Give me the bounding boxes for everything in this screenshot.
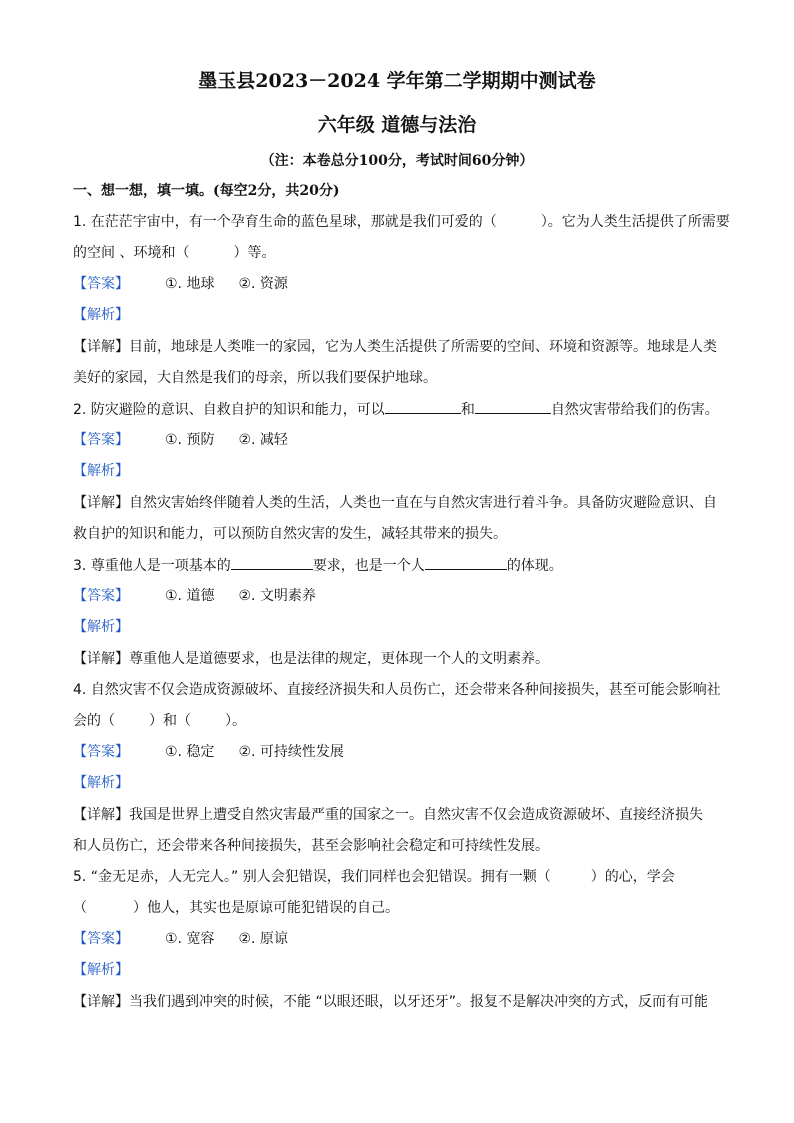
detail-1-line-1: 【详解】目前，地球是人类唯一的家园，它为人类生活提供了所需要的空间、环境和资源等。地球是人类	[73, 339, 717, 355]
question-2: 2. 防灾避险的意识、自救自护的知识和能力，可以 和 自然灾害带给我们的伤害。	[73, 399, 733, 420]
detail-label: 【详解】	[73, 994, 129, 1010]
answer-item: ②. 文明素养	[238, 588, 316, 604]
answer-blank	[385, 399, 461, 414]
detail-2-line-2: 救自护的知识和能力，可以预防自然灾害的发生，减轻其带来的损失。	[73, 526, 507, 542]
detail-5-line-1: 【详解】当我们遇到冲突的时候，不能 “以眼还眼，以牙还牙”。报复不是解决冲突的方式，反而有可能	[73, 994, 708, 1010]
question-1-line-2: 的空间 、环境和（ ）等。	[73, 245, 276, 261]
detail-3-line-1: 【详解】尊重他人是道德要求，也是法律的规定，更体现一个人的文明素养。	[73, 651, 549, 667]
answer-row-1	[73, 274, 733, 294]
answer-item: ②. 资源	[238, 276, 288, 292]
detail-1-line-2: 美好的家园，大自然是我们的母亲，所以我们要保护地球。	[73, 370, 437, 386]
answer-item: ①. 地球	[165, 276, 215, 292]
detail-4-line-2: 和人员伤亡，还会带来各种间接损失，甚至会影响社会稳定和可持续性发展。	[73, 838, 549, 854]
answer-blank	[475, 399, 551, 414]
analysis-label-4: 【解析】	[73, 775, 129, 791]
detail-label: 【详解】	[73, 651, 129, 667]
answer-item: ①. 宽容	[165, 931, 215, 947]
answer-label: 【答案】	[73, 276, 129, 292]
detail-2-line-1: 【详解】自然灾害始终伴随着人类的生活，人类也一直在与自然灾害进行着斗争。具备防灾避险意识、自	[73, 495, 717, 511]
answer-item: ①. 道德	[165, 588, 215, 604]
answer-label: 【答案】	[73, 588, 129, 604]
answer-label: 【答案】	[73, 744, 129, 760]
exam-subtitle: 六年级 道德与法治	[317, 114, 477, 136]
question-4-line-2: 会的（ ）和（ ）。	[73, 713, 246, 729]
answer-item: ②. 原谅	[238, 931, 288, 947]
question-1-line-1: 1. 在茫茫宇宙中，有一个孕育生命的蓝色星球，那就是我们可爱的（ ）。它为人类生活提供了所需要	[73, 214, 730, 230]
analysis-label-2: 【解析】	[73, 463, 129, 479]
detail-4-line-1: 【详解】我国是世界上遭受自然灾害最严重的国家之一。自然灾害不仅会造成资源破坏、直接经济损失	[73, 807, 703, 823]
question-3: 3. 尊重他人是一项基本的 要求，也是一个人 的体现。	[73, 555, 733, 576]
analysis-label-3: 【解析】	[73, 619, 129, 635]
exam-title: 墨玉县2023－2024 学年第二学期期中测试卷	[198, 70, 596, 92]
answer-label: 【答案】	[73, 931, 129, 947]
question-5-line-1: 5. “金无足赤，人无完人。” 别人会犯错误，我们同样也会犯错误。拥有一颗（ ）的心，学会	[73, 869, 675, 885]
answer-item: ②. 可持续性发展	[238, 744, 344, 760]
detail-label: 【详解】	[73, 807, 129, 823]
answer-row-4	[73, 742, 733, 762]
question-5-line-2: （ ）他人，其实也是原谅可能犯错误的自己。	[73, 900, 399, 916]
answer-blank	[425, 555, 507, 570]
answer-item: ①. 预防	[165, 432, 215, 448]
analysis-label-5: 【解析】	[73, 962, 129, 978]
answer-row-5	[73, 929, 733, 949]
answer-row-3	[73, 586, 733, 606]
answer-item: ①. 稳定	[165, 744, 215, 760]
answer-blank	[231, 555, 313, 570]
exam-note: （注：本卷总分100分，考试时间60分钟）	[260, 153, 534, 169]
section-heading: 一、想一想，填一填。(每空2分，共20分)	[73, 183, 340, 199]
analysis-label-1: 【解析】	[73, 307, 129, 323]
detail-label: 【详解】	[73, 495, 129, 511]
detail-label: 【详解】	[73, 339, 129, 355]
question-4-line-1: 4. 自然灾害不仅会造成资源破坏、直接经济损失和人员伤亡，还会带来各种间接损失，甚至可能会影响社	[73, 682, 721, 698]
answer-item: ②. 减轻	[238, 432, 288, 448]
answer-label: 【答案】	[73, 432, 129, 448]
answer-row-2	[73, 430, 733, 450]
